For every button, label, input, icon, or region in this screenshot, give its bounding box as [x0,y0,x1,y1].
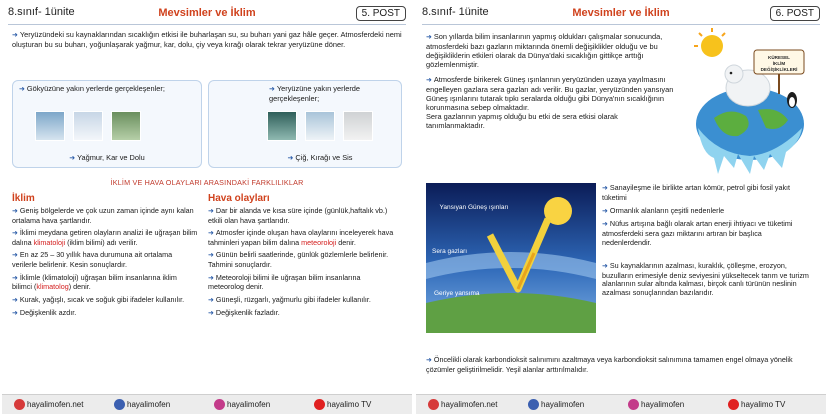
svg-text:KÜRESEL: KÜRESEL [768,55,790,60]
highlighted-term: klimatoloji [33,237,66,247]
web-icon [14,399,25,410]
instagram-icon [628,399,639,410]
fog-photo [343,111,373,141]
list-item: ➜ İklimi meydana getiren olayların analizi ile uğraşan bilim dalına klimatoloji (iklim bilimi) adı verilir. [12,229,198,247]
header-divider [8,24,406,25]
footer-youtube[interactable]: hayalimo TV [728,399,785,410]
snow-photo [73,111,103,141]
instagram-icon [214,399,225,410]
list-item: ➜ Güneşli, rüzgarlı, yağmurlu gibi ifadeler kullanılır. [208,296,394,306]
highlighted-term: klimatolog [36,282,69,292]
footer-instagram[interactable]: hayalimofen [628,399,684,410]
climate-heading: İklim [12,193,35,204]
dew-photo [267,111,297,141]
cause-item: ➜ Nüfus artışına bağlı olarak artan enerji ihtiyacı ve tüketimi atmosferdeki sera gazı miktarını artıran bir başlıca nedenlerdendir. [602,220,810,247]
header-divider [422,24,820,25]
precipitation-boxes [12,80,402,168]
rain-photo [35,111,65,141]
page-footer [416,394,826,414]
list-item: ➜ En az 25 – 30 yıllık hava durumuna ait ortalama verilerle belirlenir. Kesin sonuçlardır. [12,251,198,269]
sun-icon [701,35,723,57]
hail-photo [111,111,141,141]
youtube-icon [314,399,325,410]
intro-block [426,32,678,130]
grade-label: 8.sınıf- 1ünite [8,6,75,18]
grade-label: 8.sınıf- 1ünite [422,6,489,18]
list-item: ➜ Değişkenlik fazladır. [208,309,394,319]
page-title: Mevsimler ve İklim [572,7,670,19]
research-text: ➜ Son yıllarda bilim insanlarının yapmış oldukları çalışmalar sonucunda, atmosferdeki bazı gazların miktarında önemli değişiklikler olduğu ve bu değişikliklerin etkileri olarak da Dünya'daki sıcaklığın gittikçe arttığı gözlemlenmiştir. [426,32,678,69]
cause-item: ➜ Sanayileşme ile birlikte artan kömür, petrol gibi fosil yakıt tüketimi [602,184,810,203]
ground-events-caption: ➜ Çiğ, Kırağı ve Sis [209,153,401,162]
svg-text:DEĞİŞİKLİKLERİ: DEĞİŞİKLİKLERİ [760,67,798,72]
footer-youtube[interactable]: hayalimo TV [314,399,371,410]
footer-facebook[interactable]: hayalimofen [114,399,170,410]
post-number: 6. POST [770,6,820,21]
youtube-icon [728,399,739,410]
post-page-5 [2,0,412,414]
list-item: ➜ Kurak, yağışlı, sıcak ve soğuk gibi ifadeler kullanılır. [12,296,198,306]
page-title: Mevsimler ve İklim [158,7,256,19]
post-page-6 [416,0,826,414]
solutions-block [426,355,816,374]
web-icon [428,399,439,410]
greenhouse-effect-diagram [426,183,596,333]
intro-block [12,30,402,49]
footer-facebook[interactable]: hayalimofen [528,399,584,410]
weather-heading: Hava olayları [208,193,270,204]
page-footer [2,394,412,414]
facebook-icon [528,399,539,410]
intro-text: ➜ Yeryüzündeki su kaynaklarından sıcaklığın etkisi ile buharlaşan su, su buharı yani gaz hâle geçer. Atmosferdeki nemi oluşturan bu su buharı, yoğunlaşarak yağmur, kar, dolu, çiy veya kırağı olarak tekrar yeryüzüne döner. [12,30,402,49]
list-item: ➜ Meteoroloji bilimi ile uğraşan bilim insanlarına meteorolog denir. [208,274,394,292]
page-header [422,6,820,24]
footer-website[interactable]: hayalimofen.net [14,399,83,410]
solutions-text: ➜ Öncelikli olarak karbondioksit salınımını azaltmaya veya karbondioksit salınımına tamamen engel olmaya yönelik çözümler geliştirilmelidir. Yeşil alanlar arttırılmalıdır. [426,355,816,374]
footer-website[interactable]: hayalimofen.net [428,399,497,410]
ground-events-box [208,80,402,168]
greenhouse-gas-label: Sera gazları [432,248,468,255]
climate-list [12,207,198,319]
differences-subtitle: İKLİM VE HAVA OLAYLARI ARASINDAKİ FARKLILIKLAR [110,178,304,187]
list-item: ➜ Günün belirli saatlerinde, günlük gözlemlerle belirlenir. Tahmini sonuçlardır. [208,251,394,269]
sky-events-label: ➜ Gökyüzüne yakın yerlerde gerçekleşenler; [19,84,165,94]
greenhouse-effect-text: Sera gazlarının yapmış olduğu bu etki de sera etkisi olarak tanımlanmaktadır. [426,112,618,130]
highlighted-term: meteoroloji [301,237,337,247]
post-number: 5. POST [356,6,406,21]
sky-events-box [12,80,202,168]
svg-text:İKLİM: İKLİM [772,61,786,66]
footer-instagram[interactable]: hayalimofen [214,399,270,410]
effects-item: ➜ Su kaynaklarının azalması, kuraklık, çölleşme, erozyon, buzulların erimesiyle deniz seviyesini yükseltecek tarım ve turizm alanlarının sular altında kalması, birçok canlı türünün neslinin azalması sonuçlarından bazılarıdır. [602,262,810,298]
facebook-icon [114,399,125,410]
cause-item: ➜ Ormanlık alanların çeşitli nedenlerle [602,207,810,217]
ground [426,293,596,333]
list-item: ➜ Değişkenlik azdır. [12,309,198,319]
list-item: ➜ Dar bir alanda ve kısa süre içinde (günlük,haftalık vb.) etkili olan hava şartlarıdır. [208,207,394,225]
causes-list [602,184,810,302]
greenhouse-text: ➜ Atmosferde birikerek Güneş ışınlarının yeryüzünden uzaya yayılmasını engelleyen gazlara sera gazları adı verilir. Bu gazlar, yeryüzünden yansıyan Güneş ışınlarını tutarak tıpkı seralarda olduğu gibi Dünya'nın sıcaklığının korunmasına sebep olmaktadır. [426,75,678,112]
sky-events-caption: ➜ Yağmur, Kar ve Dolu [13,153,201,162]
reflection-label: Geriye yansıma [434,290,480,297]
list-item: ➜ Atmosfer içinde oluşan hava olaylarını inceleyerek hava tahminleri yapan bilim dalına meteoroloji denir. [208,229,394,247]
sun-rays-label: Yansıyan Güneş ışınları [439,204,509,211]
list-item: ➜ Geniş bölgelerde ve çok uzun zaman içinde aynı kalan ortalama hava şartlarıdır. [12,207,198,225]
page-header [8,6,406,24]
climate-column [12,193,198,323]
weather-list [208,207,394,319]
list-item: ➜ İklimle (klimatoloji) uğraşan bilim insanlarına iklim bilimci (klimatolog) denir. [12,274,198,292]
ground-events-label: ➜ Yeryüzüne yakın yerlerde gerçekleşenler; [269,84,401,103]
frost-photo [305,111,335,141]
weather-column [208,193,394,323]
global-warming-illustration [684,28,816,176]
